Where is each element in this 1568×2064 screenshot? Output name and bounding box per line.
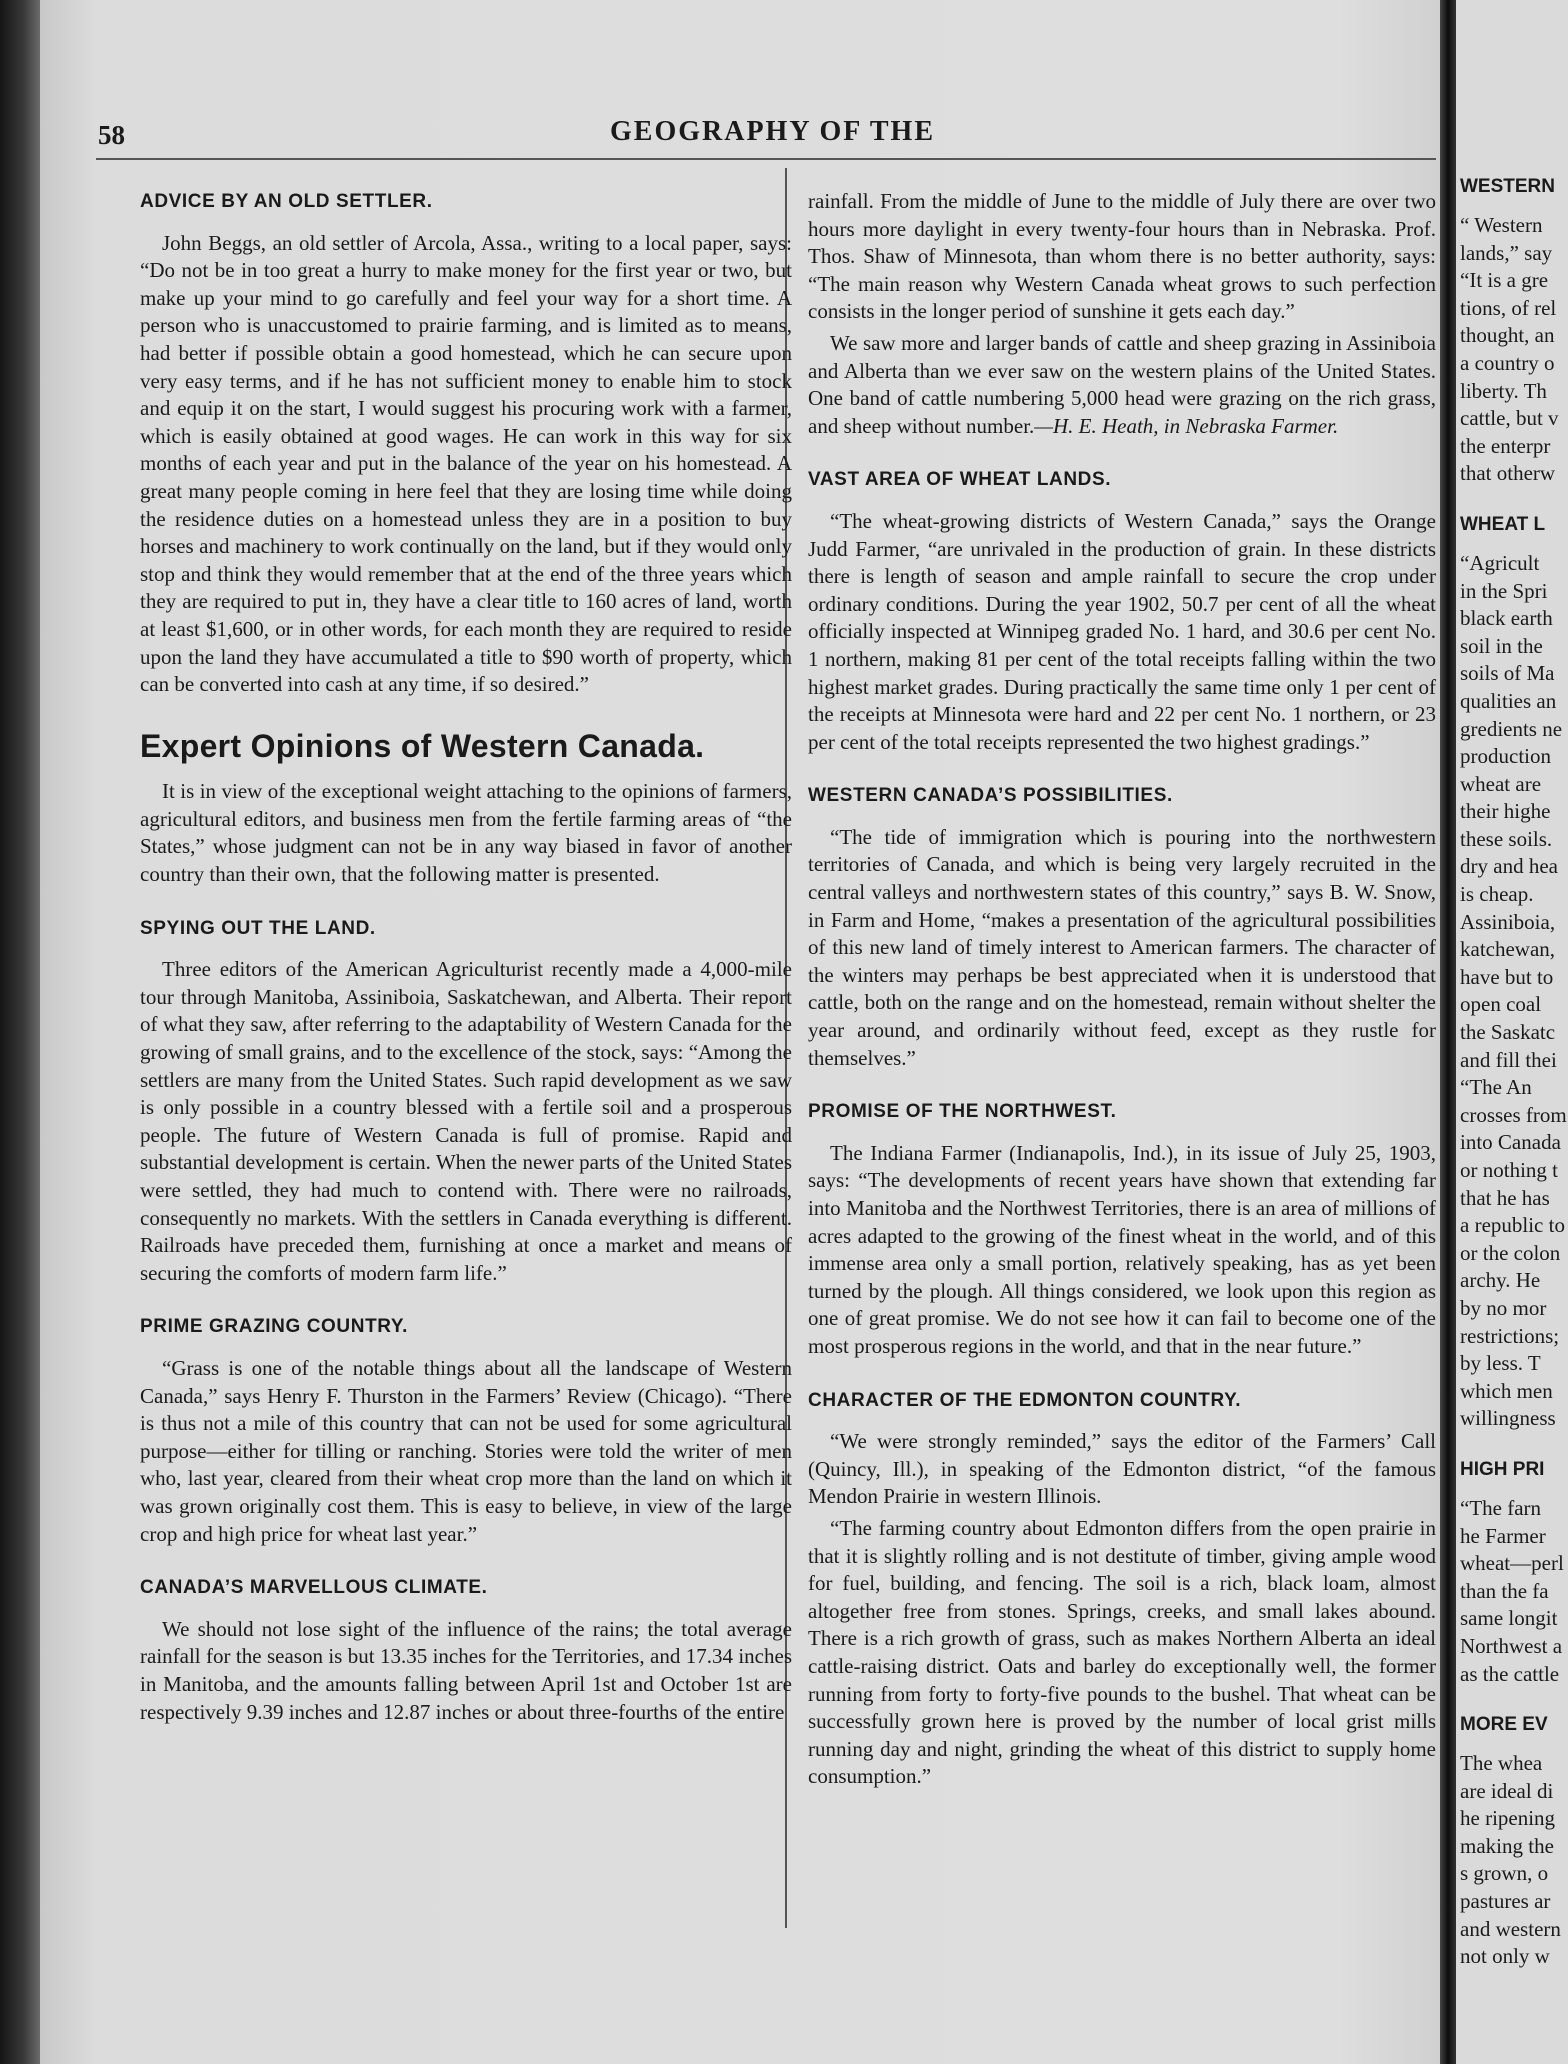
section-heading: CHARACTER OF THE EDMONTON COUNTRY.	[808, 1389, 1242, 1411]
facing-line: and western	[1460, 1916, 1561, 1941]
facing-line: a country o	[1460, 350, 1555, 375]
facing-line: as the cattle	[1460, 1661, 1560, 1686]
facing-lines	[1460, 212, 1567, 488]
page-gutter	[1440, 0, 1456, 2064]
facing-line: which men	[1460, 1378, 1553, 1403]
left-column	[140, 188, 792, 1730]
facing-line: is cheap.	[1460, 882, 1534, 907]
facing-line: are ideal di	[1460, 1778, 1554, 1803]
facing-lines	[1460, 1750, 1567, 1971]
facing-line: lands,” say	[1460, 240, 1553, 265]
section-heading: CANADA’S MARVELLOUS CLIMATE.	[140, 1577, 488, 1599]
facing-line: black earth	[1460, 606, 1553, 631]
facing-line: making the	[1460, 1833, 1554, 1858]
paragraph: “Grass is one of the notable things about all the landscape of Western Canada,” says Henry F. Thurston in the Farmers’ Review (Chicago). “There is thus not a mile of this country that can not be used for some agricultural purpose—either for tilling or ranching. Stories were told the writer of men who, last year, cleared from their wheat crop more than the land on which it was grown originally cost them. This is easy to believe, in view of the large crop and high price for wheat last year.”	[140, 1355, 792, 1546]
facing-line: The whea	[1460, 1751, 1543, 1776]
facing-line: a republic to	[1460, 1213, 1565, 1238]
facing-line: “ Western	[1460, 213, 1543, 237]
facing-line: “Agricult	[1460, 550, 1540, 575]
facing-heading: MORE EV	[1460, 1714, 1548, 1736]
facing-line: than the fa	[1460, 1578, 1549, 1603]
section-heading: PROMISE OF THE NORTHWEST.	[808, 1101, 1117, 1123]
facing-heading: WESTERN	[1460, 176, 1555, 197]
facing-page-text	[1460, 176, 1567, 1971]
section-heading: VAST AREA OF WHEAT LANDS.	[808, 469, 1112, 491]
facing-line: thought, an	[1460, 323, 1555, 348]
facing-line: these soils.	[1460, 826, 1553, 851]
book-binding	[0, 0, 40, 2064]
facing-line: by less. T	[1460, 1351, 1541, 1376]
paragraph-continued: rainfall. From the middle of June to the middle of July there are over two hours more daylight in every twenty-four hours than in Nebraska. Prof. Thos. Shaw of Minnesota, than whom there is no better authority, says: “The main reason why Western Canada wheat grows to such perfection consists in the longer period of sunshine it gets each day.”	[808, 189, 1436, 324]
facing-line: katchewan,	[1460, 937, 1556, 962]
paragraph-text: We saw more and larger bands of cattle and sheep grazing in Assiniboia and Alberta than we ever saw on the western plains of the United States. One band of cattle numbering 5,000 head were grazing on the rich grass, and sheep without number.	[808, 330, 1436, 438]
facing-line: not only w	[1460, 1944, 1550, 1969]
facing-line: he Farmer	[1460, 1523, 1546, 1548]
facing-line: tions, of rel	[1460, 295, 1557, 320]
paragraph: “We were strongly reminded,” says the editor of the Farmers’ Call (Quincy, Ill.), in speaking of the Edmonton district, “of the famous Mendon Prairie in western Illinois.	[808, 1429, 1436, 1509]
facing-line: Northwest a	[1460, 1633, 1563, 1658]
paragraph: It is in view of the exceptional weight attaching to the opinions of farmers, agricultural editors, and business men from the fertile farming areas of “the States,” whose judgment can not be in any way biased in favor of another country than their own, that the following matter is presented.	[140, 779, 792, 887]
facing-line: gredients ne	[1460, 716, 1563, 741]
facing-line: wheat—perl	[1460, 1551, 1564, 1576]
paragraph: John Beggs, an old settler of Arcola, Assa., writing to a local paper, says: “Do not be in too great a hurry to make money for the first year or two, but make up your mind to go carefully and feel your way for a short time. A person who is unaccustomed to prairie farming, and is limited as to means, had better if possible obtain a good homestead, which he can secure upon very easy terms, and if he has not sufficient money to enable him to stock and equip it on the start, I would suggest his procuring work with a farmer, which is easily obtained at good wages. He can work in this way for six months of each year and put in the balance of the year on his homestead. A great many people coming in here feel that they are losing time while doing the residence duties on a homestead unless they are in a position to buy horses and machinery to work continually on the land, but if they would only stop and think they would remember that at the end of the three years which they are required to put in, they have a clear title to 160 acres of land, worth at least $1,600, or in other words, for each month they are required to reside upon the land they have accumulated a title to $90 worth of property, which can be converted into cash at any time, if so desired.”	[140, 230, 792, 697]
facing-line: soils of Ma	[1460, 661, 1555, 686]
section-heading: SPYING OUT THE LAND.	[140, 917, 376, 939]
facing-line: dry and hea	[1460, 854, 1558, 879]
facing-line: same longit	[1460, 1606, 1558, 1631]
facing-line: into Canada	[1460, 1130, 1561, 1155]
facing-line: pastures ar	[1460, 1889, 1551, 1914]
facing-line: he ripening	[1460, 1806, 1556, 1831]
facing-page-fragment	[1456, 0, 1568, 2064]
paragraph: “The tide of immigration which is pouring into the northwestern territories of Canada, and which is being very largely recruited in the central valleys and northwestern states of this country,” says B. W. Snow, in Farm and Home, “makes a presentation of the agricultural possibilities of this new land of timely interest to American farmers. The character of the winters may perhaps be best appreciated when it is understood that cattle, both on the range and on the homestead, remain without shelter the year around, and ordinarily without feed, except as they rustle for themselves.”	[808, 824, 1436, 1070]
facing-line: that otherw	[1460, 461, 1556, 486]
paragraph: We should not lose sight of the influence of the rains; the total average rainfall for the season is but 13.35 inches for the Territories, and 17.34 inches in Manitoba, and the amounts falling between April 1st and October 1st are respectively 9.39 inches and 12.87 inches or about three-fourths of the entire	[140, 1616, 792, 1724]
paragraph: Three editors of the American Agriculturist recently made a 4,000-mile tour through Manitoba, Assiniboia, Saskatchewan, and Alberta. Their report of what they saw, after referring to the adaptability of Western Canada for the growing of small grains, and to the excellence of the stock, says: “Among the settlers are many from the United States. Such rapid development as we saw is only possible in a country blessed with a fertile soil and a prosperous people. The future of Western Canada is full of promise. Rapid and substantial development is certain. When the newer parts of the United States were settled, they had much to contend with. There were no railroads, consequently no markets. With the settlers in Canada everything is different. Railroads have preceded them, furnishing at once a market and means of securing the comforts of modern farm life.”	[140, 957, 792, 1285]
facing-line: archy. He	[1460, 1268, 1541, 1293]
facing-line: “It is a gre	[1460, 268, 1549, 293]
facing-line: crosses from	[1460, 1102, 1567, 1127]
facing-line: “The An	[1460, 1075, 1532, 1100]
facing-line: the enterpr	[1460, 433, 1551, 458]
facing-line: “The farn	[1460, 1495, 1542, 1520]
facing-line: restrictions;	[1460, 1323, 1560, 1348]
facing-line: wheat are	[1460, 771, 1542, 796]
facing-line: that he has	[1460, 1185, 1550, 1210]
section-heading: WESTERN CANADA’S POSSIBILITIES.	[808, 785, 1173, 807]
facing-line: liberty. Th	[1460, 378, 1547, 403]
middle-column	[808, 188, 1436, 1795]
facing-line: in the Spri	[1460, 578, 1548, 603]
attribution: —H. E. Heath, in Nebraska Farmer.	[1034, 413, 1339, 438]
section-heading: ADVICE BY AN OLD SETTLER.	[140, 191, 433, 212]
facing-line: willingness	[1460, 1406, 1556, 1431]
running-head: GEOGRAPHY OF THE	[610, 116, 935, 147]
facing-line: or the colon	[1460, 1240, 1561, 1265]
paragraph: The Indiana Farmer (Indianapolis, Ind.), in its issue of July 25, 1903, says: “The developments of recent years have shown that extending far into Manitoba and the Northwest Territories, there is an area of millions of acres adapted to the growing of the finest wheat in the world, and of this immense area only a small portion, relatively speaking, has as yet been turned by the plough. All things considered, we look upon this region as one of great promise. We do not see how it can fail to become one of the most prosperous regions in the world, and that in the near future.”	[808, 1140, 1436, 1358]
facing-line: cattle, but v	[1460, 406, 1559, 431]
facing-line: the Saskatc	[1460, 1020, 1556, 1045]
facing-lines	[1460, 1495, 1567, 1688]
facing-lines	[1460, 550, 1567, 1433]
paragraph: “The farming country about Edmonton differs from the open prairie in that it is slightly rolling and is not destitute of timber, giving ample wood for fuel, building, and fencing. The soil is a rich, black loam, almost altogether free from stones. Springs, creeks, and small lakes abound. There is a rich growth of grass, such as makes Northern Alberta an ideal cattle-raising district. Oats and barley do exceptionally well, the former running from forty to forty-five pounds to the bushel. That wheat can be successfully grown here is proved by the number of local grist mills running day and night, grinding the wheat of this district to supply home consumption.”	[808, 1515, 1436, 1789]
facing-line: their highe	[1460, 799, 1551, 824]
facing-line: soil in the	[1460, 633, 1543, 658]
facing-line: or nothing t	[1460, 1158, 1558, 1182]
page-number: 58	[98, 120, 125, 150]
facing-line: production	[1460, 744, 1551, 769]
facing-line: have but to	[1460, 964, 1554, 989]
facing-line: and fill thei	[1460, 1047, 1557, 1072]
header-rule	[96, 158, 1436, 160]
facing-heading: WHEAT L	[1460, 513, 1546, 535]
facing-line: s grown, o	[1460, 1861, 1549, 1886]
facing-line: open coal	[1460, 992, 1542, 1017]
section-heading: PRIME GRAZING COUNTRY.	[140, 1316, 408, 1338]
paragraph	[808, 330, 1436, 440]
facing-line: Assiniboia,	[1460, 909, 1556, 934]
chapter-heading: Expert Opinions of Western Canada.	[140, 727, 705, 764]
paragraph: “The wheat-growing districts of Western Canada,” says the Orange Judd Farmer, “are unrivaled in the production of grain. In these districts there is length of season and ample rainfall to secure the crop under ordinary conditions. During the year 1902, 50.7 per cent of all the wheat officially inspected at Winnipeg graded No. 1 hard, and 30.6 per cent No. 1 northern, making 81 per cent of the total receipts falling within the two highest market grades. During practically the same time only 1 per cent of the receipts at Minnesota were hard and 22 per cent No. 1 northern, or 23 per cent of the total receipts represented the two highest gradings.”	[808, 508, 1436, 754]
facing-heading: HIGH PRI	[1460, 1458, 1545, 1480]
facing-line: by no mor	[1460, 1295, 1547, 1320]
facing-line: qualities an	[1460, 688, 1557, 713]
